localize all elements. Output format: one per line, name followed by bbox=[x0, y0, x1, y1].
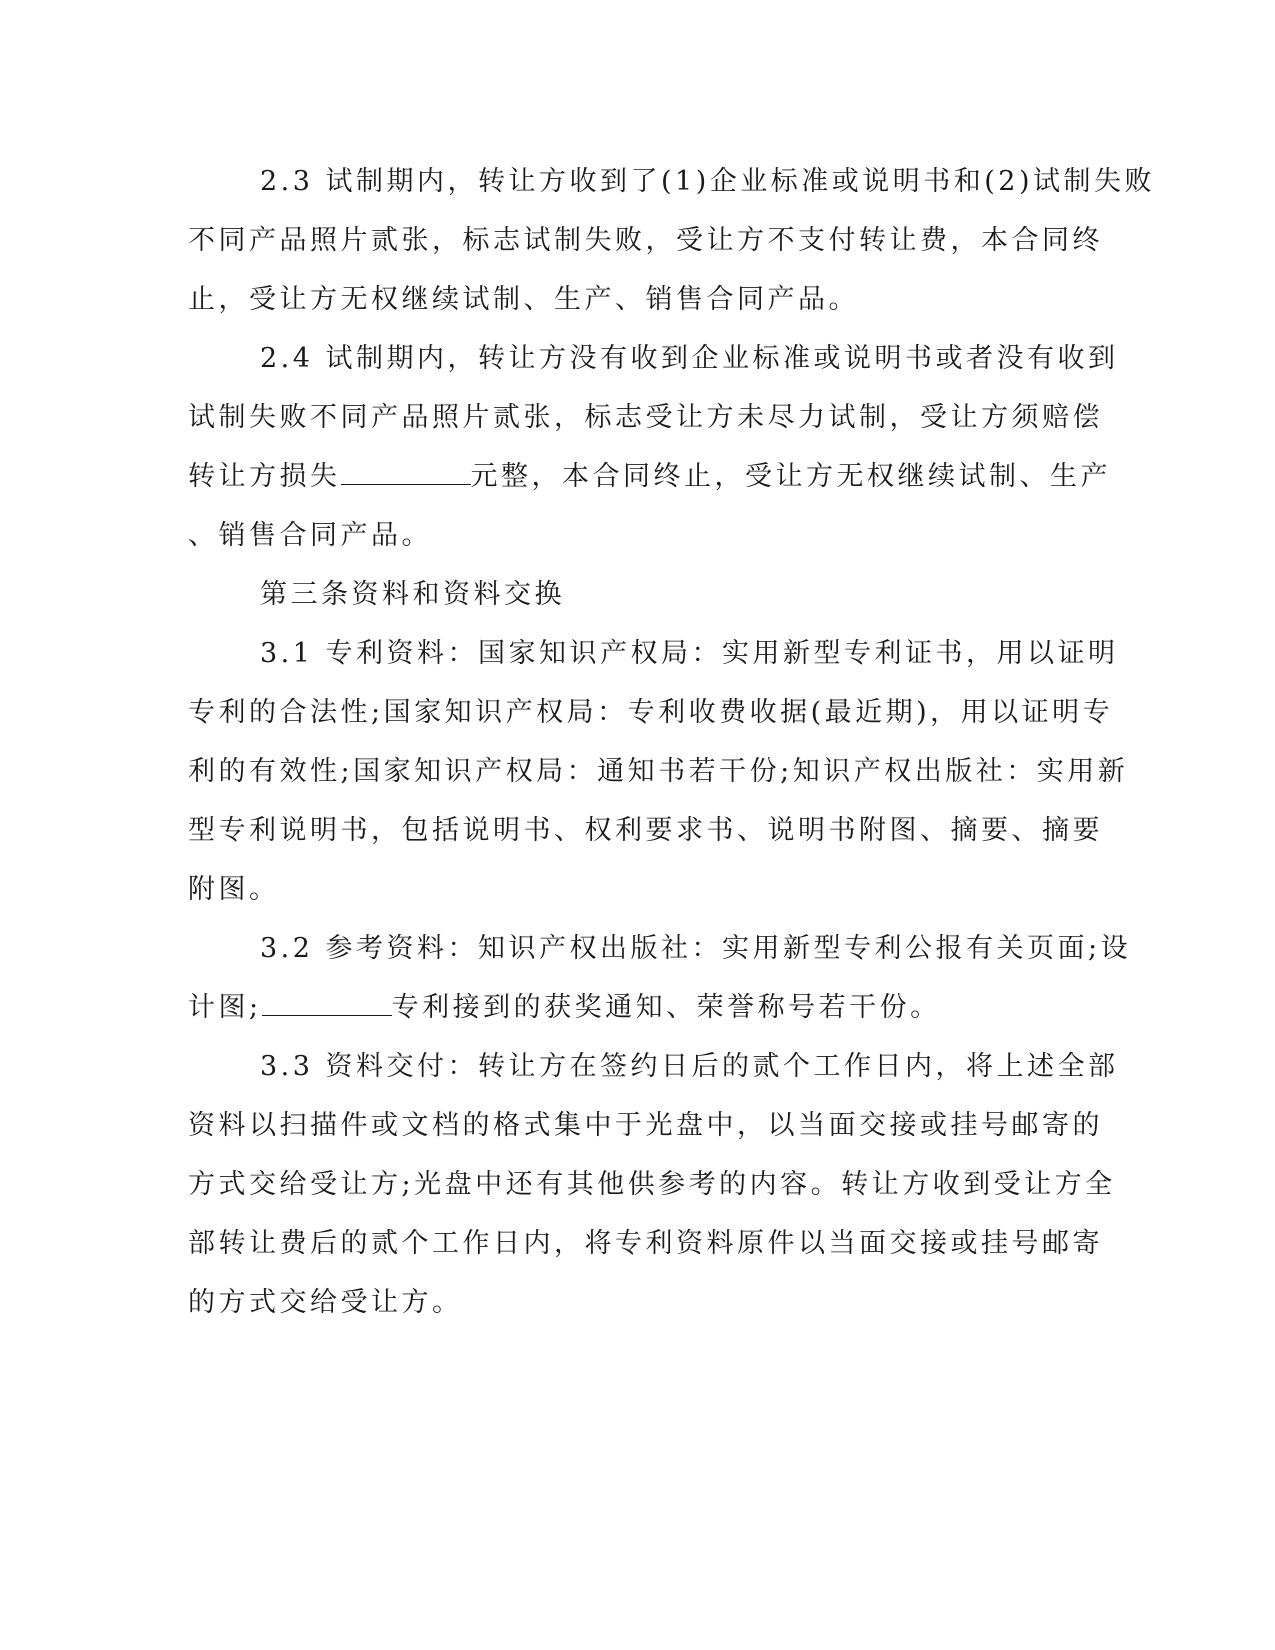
paragraph-3-1-line-3: 利的有效性;国家知识产权局：通知书若干份;知识产权出版社：实用新 bbox=[188, 756, 1129, 787]
blank-name-field bbox=[262, 993, 392, 1016]
paragraph-3-1-line-1: 3.1 专利资料：国家知识产权局：实用新型专利证书，用以证明 bbox=[260, 638, 1119, 669]
blank-amount-field bbox=[341, 462, 471, 485]
paragraph-3-3-line-5: 的方式交给受让方。 bbox=[188, 1287, 463, 1318]
paragraph-2-3-line-3: 止，受让方无权继续试制、生产、销售合同产品。 bbox=[188, 284, 859, 315]
paragraph-3-3-line-2: 资料以扫描件或文档的格式集中于光盘中，以当面交接或挂号邮寄的 bbox=[188, 1110, 1103, 1141]
paragraph-2-4-line-3-suffix: 元整，本合同终止，受让方无权继续试制、生产 bbox=[470, 461, 1111, 492]
paragraph-3-3-line-3: 方式交给受让方;光盘中还有其他供参考的内容。转让方收到受让方全 bbox=[188, 1169, 1116, 1200]
paragraph-3-2-line-2-prefix: 计图; bbox=[188, 992, 262, 1023]
paragraph-3-1-line-4: 型专利说明书，包括说明书、权利要求书、说明书附图、摘要、摘要 bbox=[188, 815, 1103, 846]
paragraph-3-2-line-2-suffix: 专利接到的获奖通知、荣誉称号若干份。 bbox=[391, 992, 941, 1023]
paragraph-2-4-line-4: 、销售合同产品。 bbox=[188, 520, 432, 551]
paragraph-2-4-line-3 bbox=[188, 460, 1111, 494]
paragraph-3-2-line-2 bbox=[188, 991, 941, 1025]
paragraph-3-3-line-4: 部转让费后的贰个工作日内，将专利资料原件以当面交接或挂号邮寄 bbox=[188, 1228, 1103, 1259]
paragraph-3-1-line-5: 附图。 bbox=[188, 874, 280, 905]
paragraph-2-3-line-2: 不同产品照片贰张，标志试制失败，受让方不支付转让费，本合同终 bbox=[188, 225, 1103, 256]
paragraph-2-4-line-2: 试制失败不同产品照片贰张，标志受让方未尽力试制，受让方须赔偿 bbox=[188, 402, 1103, 433]
paragraph-2-3-line-1: 2.3 试制期内，转让方收到了(1)企业标准或说明书和(2)试制失败 bbox=[260, 166, 1156, 197]
paragraph-3-2-line-1: 3.2 参考资料：知识产权出版社：实用新型专利公报有关页面;设 bbox=[260, 933, 1132, 964]
paragraph-3-1-line-2: 专利的合法性;国家知识产权局：专利收费收据(最近期)，用以证明专 bbox=[188, 697, 1114, 728]
paragraph-2-4-line-3-prefix: 转让方损失 bbox=[188, 461, 341, 492]
article-3-heading: 第三条资料和资料交换 bbox=[260, 579, 565, 610]
paragraph-2-4-line-1: 2.4 试制期内，转让方没有收到企业标准或说明书或者没有收到 bbox=[260, 343, 1119, 374]
paragraph-3-3-line-1: 3.3 资料交付：转让方在签约日后的贰个工作日内，将上述全部 bbox=[260, 1051, 1119, 1082]
